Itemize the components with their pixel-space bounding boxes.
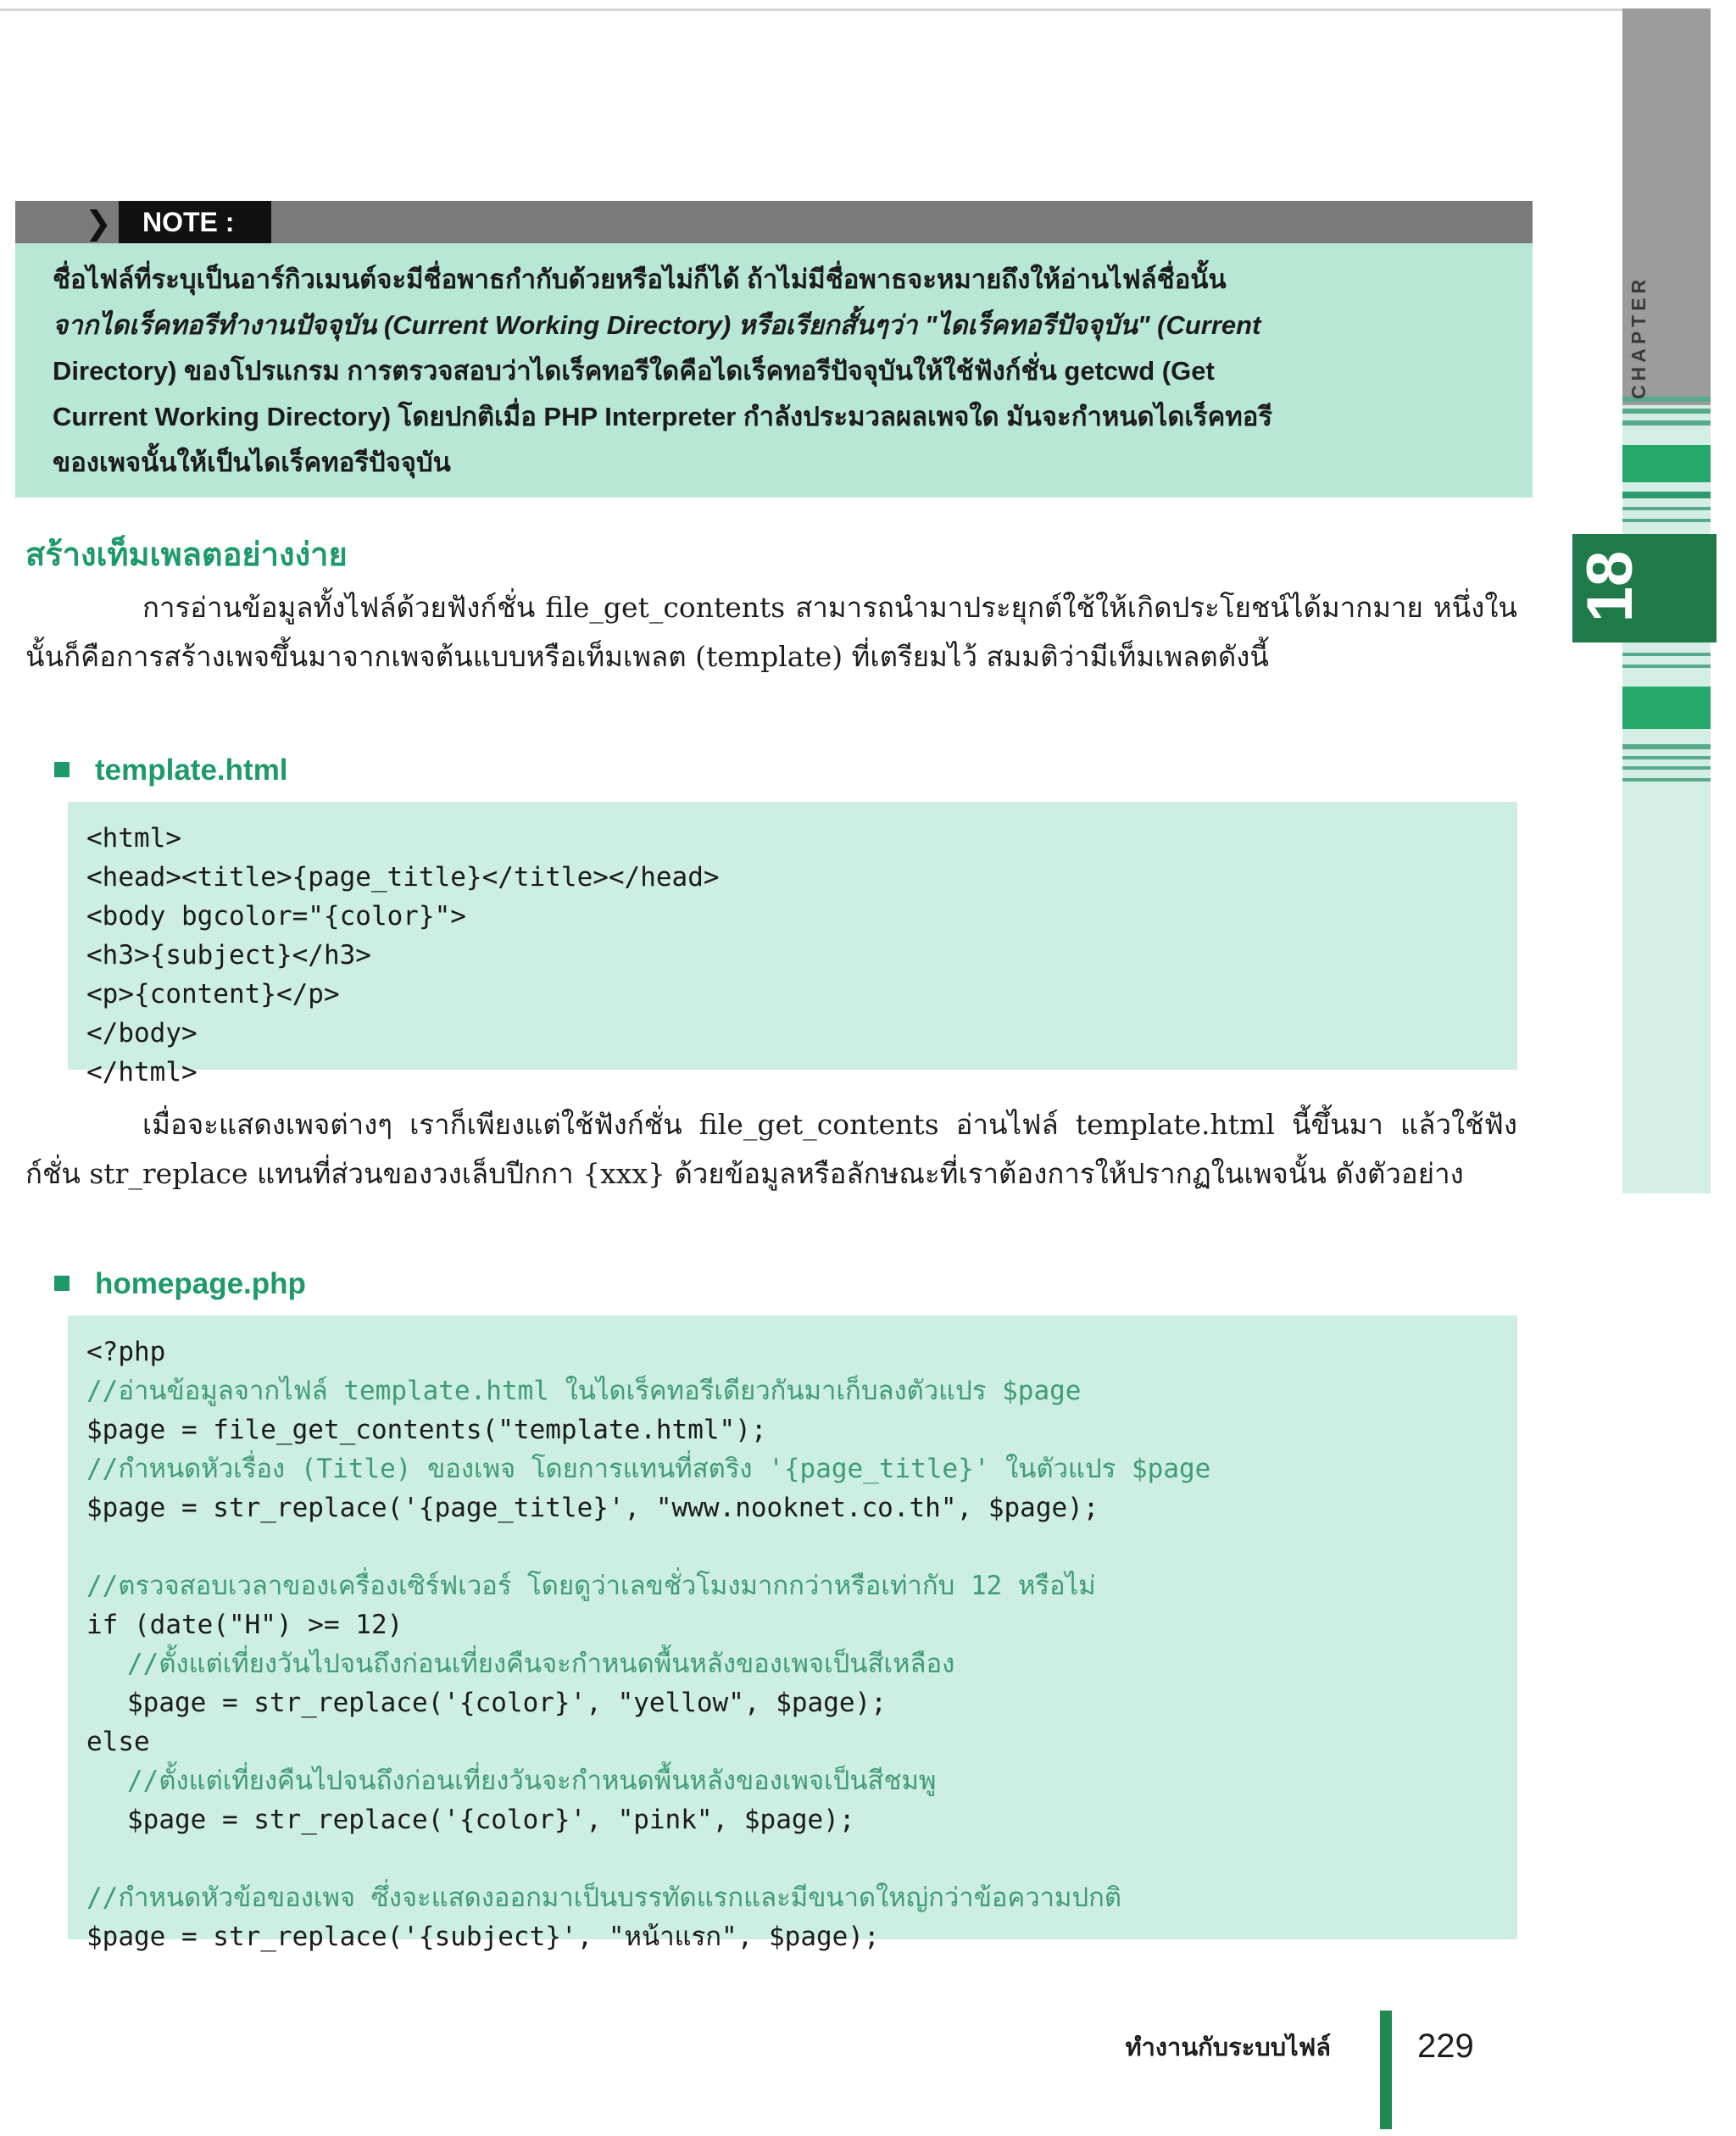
code-comment: //อ่านข้อมูลจากไฟล์ template.html ในไดเร็คทอรีเดียวกันมาเก็บลงตัวแปร $page (86, 1376, 1082, 1406)
chapter-tab-stripe (1622, 519, 1711, 522)
code-line: $page = str_replace('{color}', "pink", $page); (127, 1805, 855, 1835)
chevron-right-icon: ❯ (85, 204, 112, 242)
note-label: NOTE : (119, 201, 271, 243)
code-line: $page = str_replace('{subject}', "หน้าแรก", $page); (86, 1922, 880, 1952)
code-line: <h3>{subject}</h3> (86, 940, 371, 971)
chapter-tab-stripe (1622, 492, 1711, 498)
note-body (15, 243, 1533, 498)
chapter-tab-stripe (1622, 766, 1711, 770)
code-comment: //กำหนดหัวเรื่อง (Title) ของเพจ โดยการแทนที่สตริง '{page_title}' ในตัวแปร $page (86, 1454, 1211, 1484)
chapter-label: CHAPTER (1628, 275, 1650, 399)
note-line: Directory) ของโปรแกรม การตรวจสอบว่าไดเร็คทอรีใดคือไดเร็คทอรีปัจจุบันให้ใช้ฟังก์ชั่น getcwd (Get (53, 356, 1215, 386)
chapter-tab-band (1622, 445, 1711, 482)
code-line: <body bgcolor="{color}"> (86, 901, 466, 932)
top-rule (0, 8, 1687, 11)
body-paragraph: การอ่านข้อมูลทั้งไฟล์ด้วยฟังก์ชั่น file_get_contents สามารถนำมาประยุกต์ใช้ให้เกิดประโยชน์ได้มากมาย หนึ่งในนั้นก็คือการสร้างเพจขึ้นมาจากเพจต้นแบบหรือเท็มเพลต (template) ที่เตรียมไว้ สมมติว่ามีเท็มเพลตดังนี้ (25, 591, 1517, 673)
body-paragraph: เมื่อจะแสดงเพจต่างๆ เราก็เพียงแต่ใช้ฟังก์ชั่น file_get_contents อ่านไฟล์ template.html นี้ขึ้นมา แล้วใช้ฟังก์ชั่น str_replace แทนที่ส่วนของวงเล็บปีกกา {xxx} ด้วยข้อมูลหรือลักษณะที่เราต้องการให้ปรากฏในเพจนั้น ดังตัวอย่าง (25, 1108, 1517, 1190)
chapter-tab-stripe (1622, 778, 1711, 782)
code-blank-line (86, 1839, 1517, 1878)
code-line: $page = str_replace('{page_title}', "www.nooknet.co.th", $page); (86, 1493, 1099, 1523)
chapter-tab-stripe (1622, 665, 1711, 668)
code-line: <p>{content}</p> (86, 979, 340, 1010)
code-comment: //ตั้งแต่เที่ยงวันไปจนถึงก่อนเที่ยงคืนจะกำหนดพื้นหลังของเพจเป็นสีเหลือง (127, 1649, 955, 1679)
note-line: ชื่อไฟล์ที่ระบุเป็นอาร์กิวเมนต์จะมีชื่อพาธกำกับด้วยหรือไม่ก็ได้ ถ้าไม่มีชื่อพาธจะหมายถึงให้อ่านไฟล์ชื่อนั้น (53, 264, 1227, 294)
chapter-tab-stripe (1622, 756, 1711, 759)
note-line: จากไดเร็คทอรีทำงานปัจจุบัน (Current Working Directory) หรือเรียกสั้นๆว่า "ไดเร็คทอรีปัจจุบัน" (Current (53, 310, 1261, 340)
chapter-tab-mint (1622, 405, 1711, 1193)
code-line: <html> (86, 823, 181, 854)
file-name: homepage.php (95, 1267, 306, 1300)
file-label-homepage (54, 1263, 732, 1305)
page-number: 229 (1417, 2028, 1474, 2065)
square-bullet-icon (54, 1276, 70, 1291)
code-line: $page = str_replace('{color}', "yellow", $page); (127, 1688, 887, 1718)
section-heading: สร้างเท็มเพลตอย่างง่าย (25, 536, 348, 573)
code-comment: //กำหนดหัวข้อของเพจ ซึ่งจะแสดงออกมาเป็นบรรทัดแรกและมีขนาดใหญ่กว่าข้อความปกติ (86, 1883, 1122, 1913)
code-comment: //ตรวจสอบเวลาของเครื่องเซิร์ฟเวอร์ โดยดูว่าเลขชั่วโมงมากกว่าหรือเท่ากับ 12 หรือไม่ (86, 1571, 1096, 1601)
chapter-tab-stripe (1622, 507, 1711, 510)
code-line: <?php (86, 1337, 166, 1367)
code-comment: //ตั้งแต่เที่ยงคืนไปจนถึงก่อนเที่ยงวันจะกำหนดพื้นหลังของเพจเป็นสีชมพู (127, 1766, 937, 1796)
code-block-homepage (68, 1316, 1517, 1952)
code-block-template (68, 802, 1517, 1087)
code-line: else (86, 1727, 150, 1757)
chapter-tab-stripe (1622, 744, 1711, 749)
square-bullet-icon (54, 762, 70, 777)
chapter-tab-band (1622, 687, 1711, 729)
file-label-template (54, 749, 732, 792)
code-line: if (date("H") >= 12) (86, 1610, 403, 1640)
note-line: Current Working Directory) โดยปกติเมื่อ PHP Interpreter กำลังประมวลผลเพจใด มันจะกำหนดไดเร็คทอรี (53, 402, 1273, 431)
chapter-tab-stripe (1622, 653, 1711, 656)
chapter-number: 18 (1574, 550, 1646, 623)
note-line: ของเพจนั้นให้เป็นไดเร็คทอรีปัจจุบัน (53, 448, 451, 477)
code-line: </body> (86, 1018, 198, 1049)
chapter-tab-stripe (1622, 409, 1711, 414)
footer-divider-bar (1380, 2011, 1392, 2129)
chapter-tab-stripe (1622, 420, 1711, 426)
code-line: <head><title>{page_title}</title></head> (86, 862, 720, 893)
code-blank-line (86, 1527, 1517, 1566)
file-name: template.html (95, 754, 288, 787)
footer-chapter-title: ทำงานกับระบบไฟล์ (1125, 2033, 1331, 2061)
code-line: </html> (86, 1057, 198, 1087)
code-line: $page = file_get_contents("template.html"); (86, 1415, 767, 1445)
